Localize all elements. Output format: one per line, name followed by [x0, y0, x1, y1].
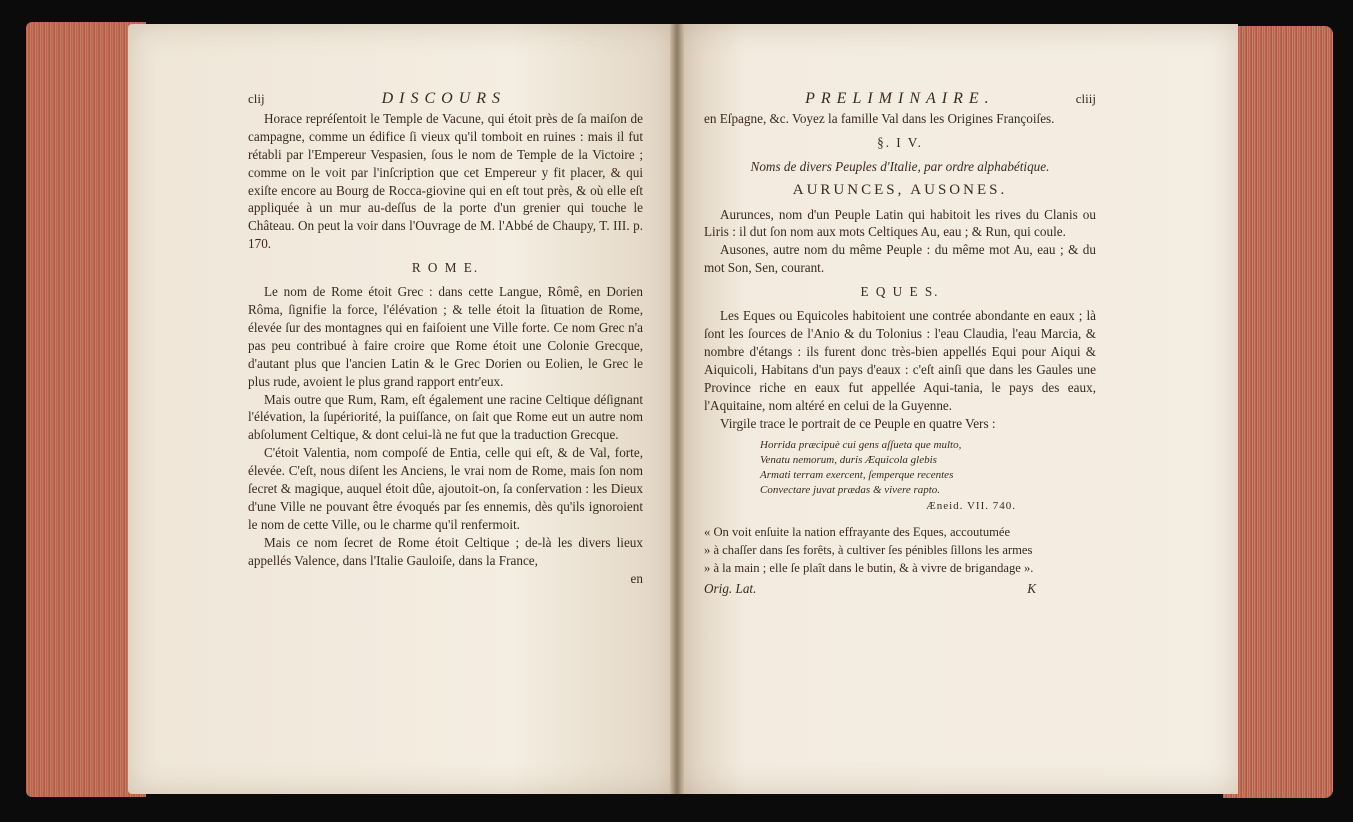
- left-catchword: en: [630, 570, 643, 586]
- verse-line: Venatu nemorum, duris Æquicola glebis: [760, 454, 937, 467]
- left-running-title: DISCOURS: [381, 90, 507, 107]
- right-paragraph: Ausones, autre nom du même Peuple : du même mot Au, eau ; & du mot Son, Sen, courant.: [704, 242, 1096, 276]
- section-title: Noms de divers Peuples d'Italie, par ordre alphabétique.: [750, 158, 1050, 174]
- right-footer: [704, 580, 1096, 598]
- right-intro: en Eſpagne, &c. Voyez la famille Val dans les Origines Françoiſes.: [704, 110, 1055, 126]
- left-running-head: [248, 90, 643, 108]
- footer-reference: Orig. Lat.: [704, 581, 757, 597]
- verse-line: Horrida præcipuè cui gens aſſueta que multo,: [760, 439, 962, 452]
- right-paragraph: Les Eques ou Equicoles habitoient une contrée abondante en eaux ; là ſont les ſources de l'Anio & du Tolonius : l'eau Claudia, l'eau Marcia, & nombre d'étangs : ils furent donc très-bien appellés Equi pour Aiqui & Aiquicoli, Habitans d'un pays d'eaux : c'eſt ainſi que dans les Gaules une Province riche en eaux fut appellée Aqui-tania, le pays des eaux, l'Aquitaine, nom altéré en celui de la Guyenne.: [704, 308, 1096, 413]
- left-paragraph: Mais outre que Rum, Ram, eſt également une racine Celtique déſignant l'élévation, la ſupériorité, la puiſſance, on ſait que Rome eut un autre nom abſolument Celtique, & dont celui-là ne fut que la traduction Grecque.: [248, 391, 643, 443]
- signature-mark: K: [1027, 581, 1036, 597]
- left-paragraph: Mais ce nom ſecret de Rome étoit Celtique ; de-là les divers lieux appellés Valence, dans l'Italie Gauloiſe, dans la France,: [248, 534, 643, 568]
- right-page-number: cliij: [1075, 91, 1096, 106]
- section-number: §. I V.: [877, 134, 923, 150]
- open-book: [18, 10, 1338, 810]
- quote-line: « On voit enſuite la nation effrayante des Eques, accoutumée: [704, 525, 1011, 540]
- left-paragraph: Le nom de Rome étoit Grec : dans cette Langue, Rômê, en Dorien Rôma, ſignifie la force, l'élévation ; & telle étoit la ſituation de Rome, élevée ſur des montagnes qui en faiſoient une Ville forte. Ce nom Grec n'a pas peu contribué à faire croire que Rome étoit une Colonie Grecque, d'autant plus que l'ancien Latin & le Grec Dorien ou Eolien, le Grec le plus rude, avoient le plus grand rapport entr'eux.: [248, 284, 643, 389]
- right-running-title: PRELIMINAIRE.: [805, 90, 995, 107]
- quote-line: » à chaſſer dans ſes forêts, à cultiver ſes pénibles ſillons les armes: [704, 543, 1033, 558]
- left-page-text: [248, 90, 643, 587]
- right-paragraph: Aurunces, nom d'un Peuple Latin qui habitoit les rives du Clanis ou Liris : il dut ſon nom aux mots Celtiques Au, eau ; & Run, qui coule.: [704, 206, 1096, 240]
- verse-line: Convectare juvat prædas & vivere rapto.: [760, 484, 941, 497]
- right-page-text: [704, 90, 1096, 598]
- book-gutter: [670, 24, 684, 794]
- left-paragraph: C'étoit Valentia, nom compoſé de Entia, celle qui eſt, & de Val, forte, élevée. C'eſt, nous diſent les Anciens, le vrai nom de Rome, mais ſon nom ſecret & magique, auquel étoit dûe, ajoutoit-on, ſa conſervation : les Dieux d'une Ville ne pouvant être évoqués par ſes ennemis, dès qu'ils ignoroient le nom de cette Ville, ou le charme qu'il renfermoit.: [248, 445, 643, 532]
- left-paragraph: Horace repréſentoit le Temple de Vacune, qui étoit près de ſa maiſon de campagne, comme un édifice ſi vieux qu'il tomboit en ruines : mais il fut rétabli par l'Empereur Vespasien, ſous le nom de Temple de la Victoire ; comme on le voit par l'inſcription que cet Empereur y fit placer, & qui exiſte encore au Bourg de Rocca-giovine qui en eſt tout près, & où elle eſt appliquée à un mur au-deſſus de la porte d'un grenier qui touche le Château. On peut la voir dans l'Ouvrage de M. l'Abbé de Chaupy, T. III. p. 170.: [248, 110, 643, 252]
- heading-eques: E Q U E S.: [860, 284, 940, 300]
- verse-line: Armati terram exercent, ſemperque recentes: [760, 469, 954, 482]
- left-page-number: clij: [248, 91, 265, 106]
- page-edges-right: [1223, 26, 1333, 798]
- citation: Æneid. VII. 740.: [925, 500, 1016, 513]
- quote-line: » à la main ; elle ſe plaît dans le butin, & à vivre de brigandage ».: [704, 561, 1034, 576]
- translation-quote: [704, 524, 1096, 578]
- right-running-head: [704, 90, 1096, 108]
- section-heading-rome: R O M E.: [411, 260, 480, 276]
- heading-aurunces: AURUNCES, AUSONES.: [792, 181, 1008, 198]
- latin-verses: [760, 438, 1096, 498]
- right-paragraph: Virgile trace le portrait de ce Peuple en quatre Vers :: [720, 415, 996, 431]
